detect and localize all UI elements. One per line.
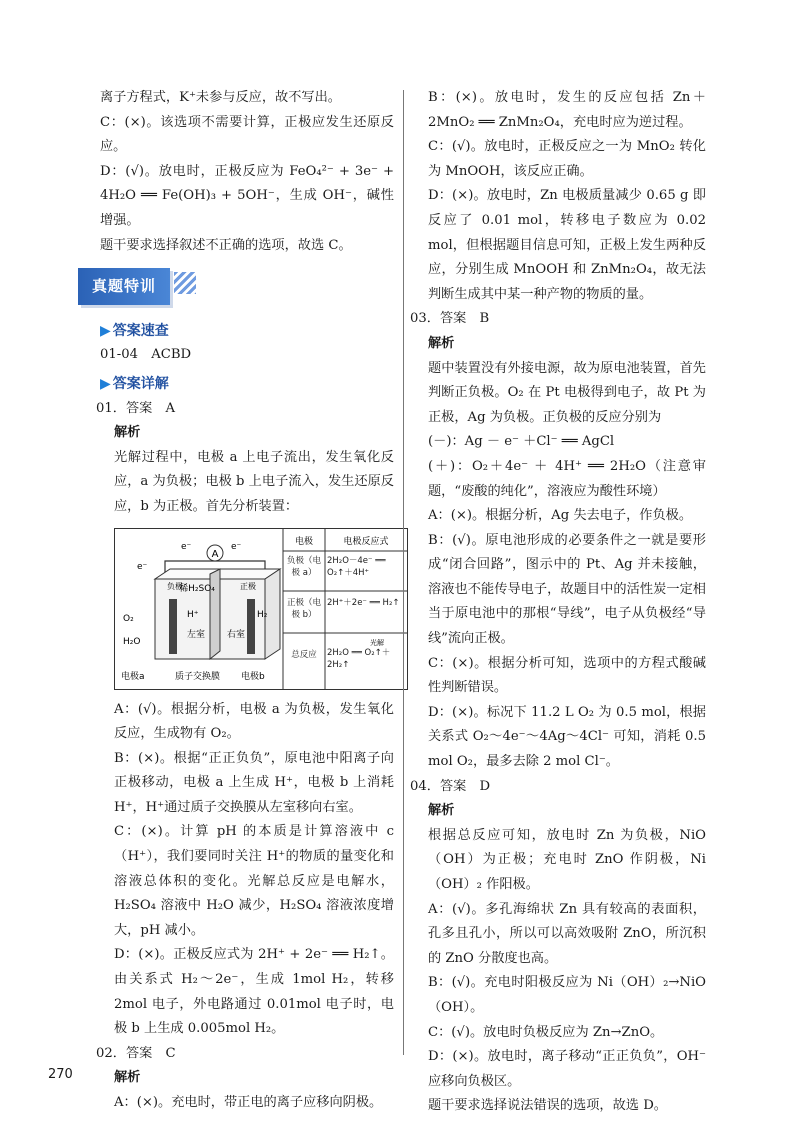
- electrode-b-label: 电极b: [241, 671, 265, 682]
- question-answer-head: 02．答案 C: [96, 1045, 176, 1061]
- right-column: [410, 86, 706, 1119]
- table-cell: 正极（电极 b）: [286, 597, 321, 620]
- paragraph: C：(×)。该选项不需要计算，正极应发生还原反应。: [100, 114, 394, 155]
- right-room-label: 右室: [227, 629, 246, 640]
- acid-label: 稀H₂SO₄: [179, 583, 215, 594]
- hplus-label: H⁺: [187, 609, 199, 620]
- pos-label: 正极: [240, 581, 256, 591]
- left-room-label: 左室: [187, 629, 206, 640]
- analysis-label: 解析: [114, 425, 141, 441]
- paragraph: 离子方程式，K⁺未参与反应，故不写出。: [100, 90, 341, 105]
- paragraph: C：(√)。放电时，正极反应之一为 MnO₂ 转化为 MnOOH，该反应正确。: [428, 139, 706, 179]
- o2-label: O₂: [123, 613, 134, 624]
- electrode-a-label: 电极a: [121, 671, 145, 682]
- membrane-label: 质子交换膜: [175, 671, 221, 682]
- table-cell: 负极（电极 a）: [286, 555, 321, 578]
- paragraph: B：(×)。放电时，发生的反应包括 Zn＋2MnO₂ ══ ZnMn₂O₄，充电时应为逆过程。: [428, 90, 706, 130]
- left-column: [92, 86, 400, 1116]
- triangle-icon: ▶: [100, 322, 111, 339]
- paragraph: B：(√)。充电时阳极反应为 Ni（OH）₂→NiO（OH）。: [428, 975, 706, 1015]
- table-cell: 2H₂O－4e⁻ ══ O₂↑＋4H⁺: [327, 555, 386, 578]
- question-answer-head: 04．答案 D: [410, 778, 491, 794]
- paragraph: D：(×)。正极反应式为 2H⁺ + 2e⁻ ══ H₂↑。由关系式 H₂～2e⁻，生成 1mol H₂，转移 2mol 电子，外电路通过 0.01mol 电子时，电极 b 上生成 0.005mol H₂。: [114, 947, 394, 1037]
- table-cell: 总反应: [291, 649, 317, 660]
- paragraph: 光解过程中，电极 a 上电子流出，发生氧化反应，a 为负极；电极 b 上电子流入，发生还原反应，b 为正极。首先分析装置：: [114, 449, 394, 514]
- paragraph: A：(√)。根据分析，电极 a 为负极，发生氧化反应，生成物有 O₂。: [114, 701, 394, 742]
- paragraph: C：(×)。根据分析可知，选项中的方程式酸碱性判断错误。: [428, 655, 706, 696]
- question-answer-head: 01．答案 A: [96, 400, 176, 416]
- page-number: 270: [48, 1067, 73, 1082]
- electron-label: e⁻: [231, 541, 242, 552]
- ammeter-label: A: [211, 548, 219, 560]
- electron-label: e⁻: [137, 561, 148, 572]
- paragraph: 题中装置没有外接电源，故为原电池装置，首先判断正负极。O₂ 在 Pt 电极得到电子，故 Pt 为正极，Ag 为负极。正负极的反应分别为: [428, 360, 706, 425]
- analysis-label: 解析: [428, 803, 455, 819]
- column-divider: [403, 90, 404, 1055]
- paragraph: D：(×)。放电时，Zn 电极质量减少 0.65 g 即反应了 0.01 mol，转移电子数应为 0.02 mol，但根据题目信息可知，正极上发生两种反应，分别生成 MnOOH 和 ZnMn₂O₄，故无法判断生成其中某一种产物的物质的量。: [428, 188, 706, 302]
- paragraph: D：(×)。放电时，离子移动“正正负负”，OH⁻ 应移向负极区。: [428, 1049, 706, 1089]
- table-cell: 2H⁺＋2e⁻ ══ H₂↑: [327, 597, 400, 608]
- electrolysis-figure: [114, 528, 408, 690]
- table-header: 电极反应式: [343, 536, 389, 547]
- paragraph: D：(√)。放电时，正极反应为 FeO₄²⁻ + 3e⁻ + 4H₂O ══ Fe(OH)₃ + 5OH⁻，生成 OH⁻，碱性增强。: [100, 163, 394, 228]
- paragraph: 题干要求选择叙述不正确的选项，故选 C。: [100, 237, 352, 253]
- neg-label: 负极: [167, 581, 183, 591]
- paragraph: A：(×)。根据分析，Ag 失去电子，作负极。: [428, 508, 693, 524]
- paragraph: A：(√)。多孔海绵状 Zn 具有较高的表面积，孔多且孔小，所以可以高效吸附 ZnO，所沉积的 ZnO 分散度也高。: [428, 901, 706, 966]
- paragraph: (＋)：O₂＋4e⁻ ＋ 4H⁺ ══ 2H₂O（注意审题，“废酸的纯化”，溶液应为酸性环境）: [428, 458, 706, 499]
- h2o-label: H₂O: [123, 636, 141, 647]
- quick-answer: 01-04 ACBD: [100, 347, 192, 363]
- h2-label: H₂: [257, 609, 268, 620]
- analysis-label: 解析: [428, 335, 455, 351]
- table-cell: 2H₂O ══ O₂↑＋2H₂↑: [327, 647, 391, 670]
- paragraph: C：(×)。计算 pH 的本质是计算溶液中 c（H⁺），我们要同时关注 H⁺的物质的量变化和溶液总体积的变化。光解总反应是电解水，H₂SO₄ 溶液中 H₂O 减少，H₂SO₄ 溶液浓度增大，pH 减小。: [114, 824, 394, 938]
- paragraph: D：(×)。标况下 11.2 L O₂ 为 0.5 mol，根据关系式 O₂～4e⁻～4Ag～4Cl⁻ 可知，消耗 0.5 mol O₂，最多去除 2 mol Cl⁻。: [428, 704, 706, 770]
- analysis-label: 解析: [114, 1070, 141, 1086]
- section-heading-detail: ▶ 答案详解: [100, 375, 169, 392]
- section-banner: 真题特训: [78, 268, 170, 305]
- section-heading-quick: ▶ 答案速查: [100, 322, 169, 339]
- paragraph: A：(×)。充电时，带正电的离子应移向阴极。: [114, 1095, 383, 1110]
- condition-label: 光解: [370, 638, 384, 647]
- figure-svg: [115, 529, 407, 689]
- paragraph: B：(×)。根据“正正负负”，原电池中阳离子向正极移动，电极 a 上生成 H⁺，电极 b 上消耗 H⁺，H⁺通过质子交换膜从左室移向右室。: [114, 750, 394, 815]
- paragraph: (－)：Ag － e⁻ ＋Cl⁻ ══ AgCl: [428, 434, 615, 450]
- table-header: 电极: [294, 536, 314, 547]
- electron-label: e⁻: [181, 541, 192, 552]
- paragraph: 根据总反应可知，放电时 Zn 为负极，NiO（OH）为正极；充电时 ZnO 作阴极，Ni（OH）₂ 作阳极。: [428, 827, 706, 892]
- paragraph: B：(√)。原电池形成的必要条件之一就是要形成“闭合回路”，图示中的 Pt、Ag 并未接触，溶液也不能传导电子，故题目中的活性炭一定相当于原电池中的那根“导线”，电子从负极经“导线”流向正极。: [428, 532, 706, 647]
- question-answer-head: 03．答案 B: [410, 311, 490, 327]
- paragraph: C：(√)。放电时负极反应为 Zn→ZnO。: [428, 1024, 664, 1040]
- paragraph: 题干要求选择说法错误的选项，故选 D。: [428, 1098, 667, 1114]
- triangle-icon: ▶: [100, 375, 111, 392]
